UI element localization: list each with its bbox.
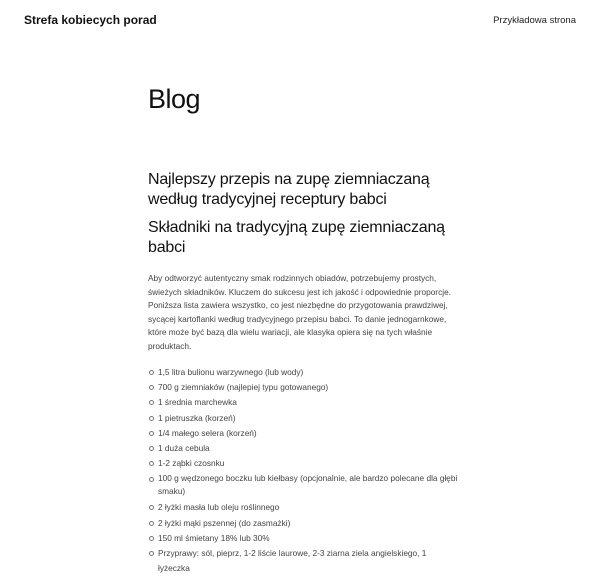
site-header [0, 0, 600, 44]
ingredient-item: 1 duża cebula [158, 441, 458, 456]
main-content [148, 84, 458, 576]
ingredient-item: 700 g ziemniaków (najlepiej typu gotowanego) [158, 380, 458, 395]
ingredient-item: 1 średnia marchewka [158, 395, 458, 410]
ingredients-list [148, 365, 458, 576]
intro-paragraph: Aby odtworzyć autentyczny smak rodzinnych obiadów, potrzebujemy prostych, świeżych składników. Kluczem do sukcesu jest ich jakość i odpowiednie proporcje. Poniższa lista zawiera wszystko, co jest niezbędne do przygotowania prawdziwej, sycącej kartoflanki według tradycyjnego przepisu babci. To danie jednogarnkowe, które może być bazą dla wielu wariacji, ale klasyka opiera się na tych właśnie produktach. [148, 273, 451, 351]
ingredient-item: 1/4 małego selera (korzeń) [158, 426, 458, 441]
ingredient-item: 1-2 ząbki czosnku [158, 456, 458, 471]
section-heading: Składniki na tradycyjną zupę ziemniaczaną babci [148, 219, 445, 256]
ingredient-item: 150 ml śmietany 18% lub 30% [158, 531, 458, 546]
nav-link-sample-page[interactable]: Przykładowa strona [493, 15, 576, 26]
post-title[interactable]: Najlepszy przepis na zupę ziemniaczaną według tradycyjnej receptury babci [148, 171, 430, 208]
ingredient-item: 100 g wędzonego boczku lub kiełbasy (opcjonalnie, ale bardzo polecane dla głębi smaku) [158, 473, 458, 497]
ingredient-item: Przyprawy: sól, pieprz, 1-2 liście laurowe, 2-3 ziarna ziela angielskiego, 1 łyżeczka [158, 546, 458, 576]
site-title-link[interactable]: Strefa kobiecych porad [24, 13, 157, 27]
ingredient-item: 2 łyżki masła lub oleju roślinnego [158, 500, 458, 515]
ingredient-item: 2 łyżki mąki pszennej (do zasmażki) [158, 516, 458, 531]
ingredient-item: 1 pietruszka (korzeń) [158, 411, 458, 426]
ingredient-item: 1,5 litra bulionu warzywnego (lub wody) [158, 365, 458, 380]
page-title: Blog [148, 84, 201, 114]
